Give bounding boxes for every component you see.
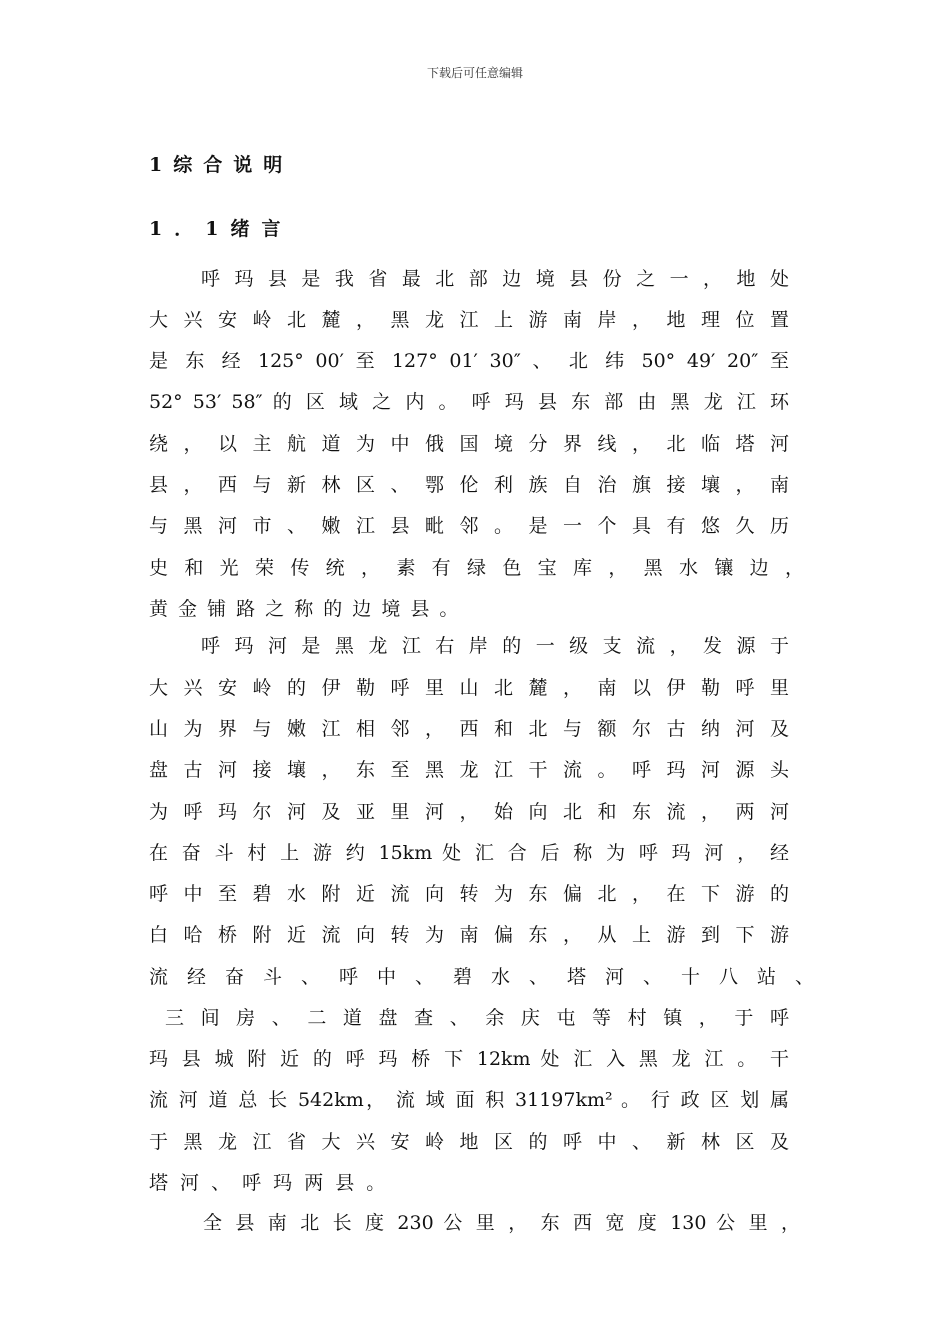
body-line: 在 奋 斗 村 上 游 约 15km 处 汇 合 后 称 为 呼 玛 河 ， 经 [149,842,789,864]
body-line: 为 呼 玛 尔 河 及 亚 里 河 ， 始 向 北 和 东 流 ， 两 河 [149,801,789,823]
body-line: 呼 玛 河 是 黑 龙 江 右 岸 的 一 级 支 流 ， 发 源 于 [201,635,789,657]
body-line: 与 黑 河 市 、 嫩 江 县 毗 邻 。 是 一 个 具 有 悠 久 历 [149,515,789,537]
body-line: 玛 县 城 附 近 的 呼 玛 桥 下 12km 处 汇 入 黑 龙 江 。 干 [149,1048,789,1070]
body-line: 流 河 道 总 长 542km， 流 域 面 积 31197km² 。 行 政 区 划 属 [149,1089,789,1111]
page-header-note: 下载后可任意编辑 [426,66,523,80]
section-heading: 1综合说明 [149,154,294,176]
body-line: 盘 古 河 接 壤 ， 东 至 黑 龙 江 干 流 。 呼 玛 河 源 头 [149,759,789,781]
body-line: 塔 河 、 呼 玛 两 县 。 [149,1172,389,1194]
body-line: 流 经 奋 斗 、 呼 中 、 碧 水 、 塔 河 、 十 八 站 、 [149,966,814,988]
body-line: 三 间 房 、 二 道 盘 查 、 余 庆 屯 等 村 镇 ， 于 呼 [165,1007,789,1029]
body-line: 黄 金 铺 路 之 称 的 边 境 县 。 [149,598,461,620]
body-line: 绕 ， 以 主 航 道 为 中 俄 国 境 分 界 线 ， 北 临 塔 河 [149,433,789,455]
body-line: 全 县 南 北 长 度 230 公 里 ， 东 西 宽 度 130 公 里 ， [203,1212,800,1234]
body-line: 大 兴 安 岭 的 伊 勒 呼 里 山 北 麓 ， 南 以 伊 勒 呼 里 [149,677,789,699]
body-line: 52° 53′ 58″ 的 区 域 之 内 。 呼 玛 县 东 部 由 黑 龙 江 环 [149,391,789,413]
body-line: 呼 玛 县 是 我 省 最 北 部 边 境 县 份 之 一 ， 地 处 [201,268,789,290]
body-line: 白 哈 桥 附 近 流 向 转 为 南 偏 东 ， 从 上 游 到 下 游 [149,924,789,946]
body-line: 呼 中 至 碧 水 附 近 流 向 转 为 东 偏 北 ， 在 下 游 的 [149,883,789,905]
body-line: 县 ， 西 与 新 林 区 、 鄂 伦 利 族 自 治 旗 接 壤 ， 南 [149,474,789,496]
body-line: 是 东 经 125° 00′ 至 127° 01′ 30″ 、 北 纬 50° 49′ 20″ 至 [149,350,789,372]
body-line: 于 黑 龙 江 省 大 兴 安 岭 地 区 的 呼 中 、 新 林 区 及 [149,1131,789,1153]
body-line: 山 为 界 与 嫩 江 相 邻 ， 西 和 北 与 额 尔 古 纳 河 及 [149,718,789,740]
body-line: 大 兴 安 岭 北 麓 ， 黑 龙 江 上 游 南 岸 ， 地 理 位 置 [149,309,789,331]
body-line: 史 和 光 荣 传 统 ， 素 有 绿 色 宝 库 ， 黑 水 镶 边 ， [149,557,804,579]
subsection-heading: 1．1绪言 [149,218,293,240]
